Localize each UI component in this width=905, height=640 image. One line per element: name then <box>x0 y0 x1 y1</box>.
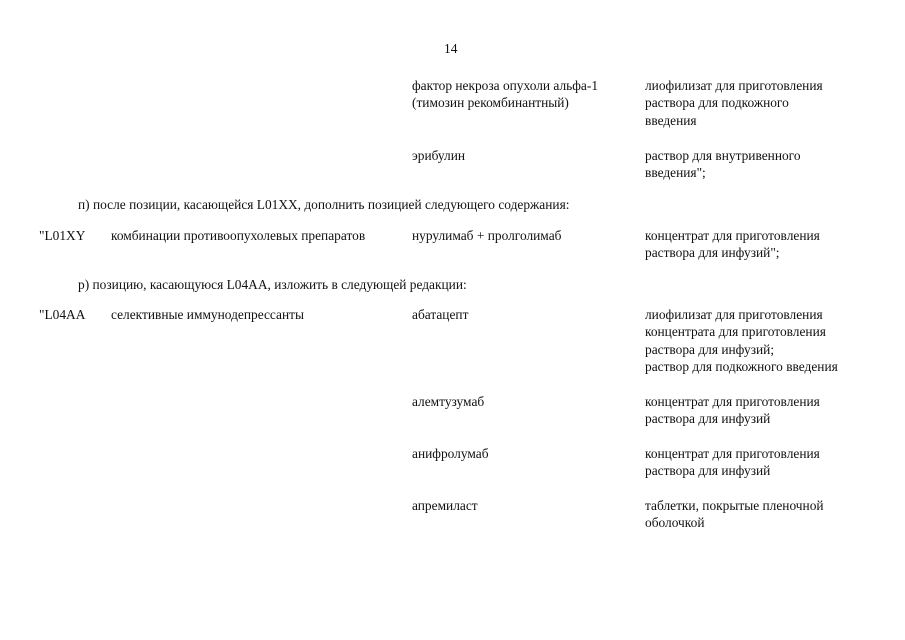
group-name-l04aa: селективные иммунодепрессанты <box>111 307 304 322</box>
dosage-form-tnf-alpha: лиофилизат для приготовления раствора для подкожного введения <box>645 78 823 128</box>
dosage-form-alemtuzumab: концентрат для приготовления раствора для инфузий <box>645 394 820 427</box>
drug-name-tnf-alpha: фактор некроза опухоли альфа-1 (тимозин рекомбинантный) <box>412 78 599 111</box>
atc-code-l01xy: "L01XY <box>39 228 86 243</box>
drug-name-anifrolumab: анифролумаб <box>412 446 489 461</box>
page-number: 14 <box>444 41 458 56</box>
atc-code-l04aa: "L04AA <box>39 307 86 322</box>
dosage-form-abatacept: лиофилизат для приготовления концентрата для приготовления раствора для инфузий; раствор для подкожного введения <box>645 307 838 375</box>
drug-name-nurulimab: нурулимаб + пролголимаб <box>412 228 562 243</box>
drug-name-alemtuzumab: алемтузумаб <box>412 394 485 409</box>
instruction-r: р) позицию, касающуюся L04AA, изложить в следующей редакции: <box>78 277 467 292</box>
dosage-form-apremilast: таблетки, покрытые пленочной оболочкой <box>645 498 824 531</box>
dosage-form-anifrolumab: концентрат для приготовления раствора для инфузий <box>645 446 820 479</box>
dosage-form-eribulin: раствор для внутривенного введения"; <box>645 148 801 181</box>
group-name-l01xy: комбинации противоопухолевых препаратов <box>111 228 366 243</box>
drug-name-eribulin: эрибулин <box>412 148 466 163</box>
drug-name-abatacept: абатацепт <box>412 307 469 322</box>
instruction-p: п) после позиции, касающейся L01XX, дополнить позицией следующего содержания: <box>78 197 570 212</box>
dosage-form-nurulimab: концентрат для приготовления раствора для инфузий"; <box>645 228 820 261</box>
drug-name-apremilast: апремиласт <box>412 498 478 513</box>
